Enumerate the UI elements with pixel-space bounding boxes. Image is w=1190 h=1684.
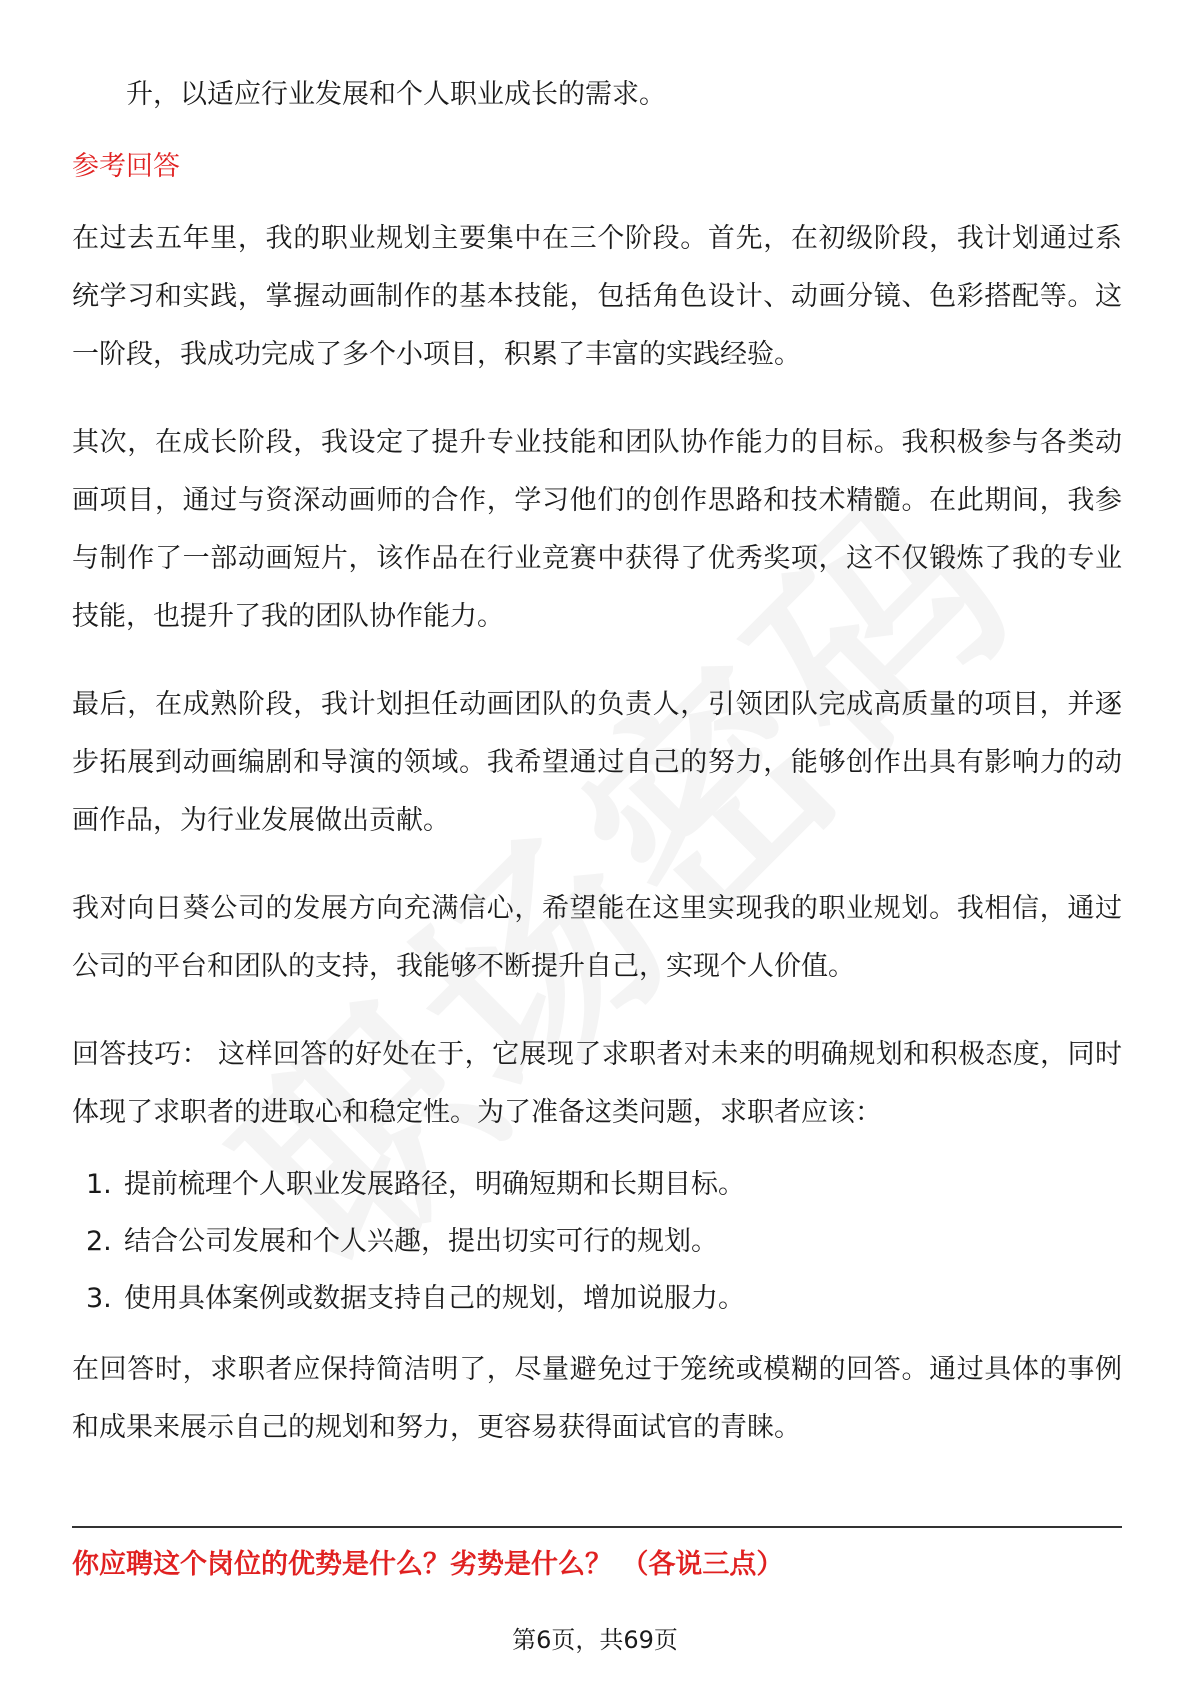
list-number: 1. <box>86 1169 112 1200</box>
list-text: 结合公司发展和个人兴趣，提出切实可行的规划。 <box>124 1226 718 1257</box>
intro-line: 升，以适应行业发展和个人职业成长的需求。 <box>126 79 666 110</box>
page-number-footer: 第6页，共69页 <box>512 1626 678 1654</box>
list-item <box>72 1156 1122 1213</box>
paragraph-closing: 在回答时，求职者应保持简洁明了，尽量避免过于笼统或模糊的回答。通过具体的事例和成果来展示自己的规划和努力，更容易获得面试官的青睐。 <box>72 1354 1122 1443</box>
list-text: 使用具体案例或数据支持自己的规划，增加说服力。 <box>124 1283 745 1314</box>
document-body <box>72 66 1122 1457</box>
list-text: 提前梳理个人职业发展路径，明确短期和长期目标。 <box>124 1169 745 1200</box>
section-heading: 参考回答 <box>72 151 180 182</box>
next-question-heading: 你应聘这个岗位的优势是什么？劣势是什么？ （各说三点） <box>72 1549 784 1580</box>
paragraph-confidence: 我对向日葵公司的发展方向充满信心，希望能在这里实现我的职业规划。我相信，通过公司的平台和团队的支持，我能够不断提升自己，实现个人价值。 <box>72 893 1122 982</box>
section-divider <box>72 1526 1122 1528</box>
list-item <box>72 1270 1122 1327</box>
list-number: 2. <box>86 1226 112 1257</box>
paragraph-stage-one: 在过去五年里，我的职业规划主要集中在三个阶段。首先，在初级阶段，我计划通过系统学习和实践，掌握动画制作的基本技能，包括角色设计、动画分镜、色彩搭配等。这一阶段，我成功完成了多个小项目，积累了丰富的实践经验。 <box>72 223 1122 370</box>
list-item <box>72 1213 1122 1270</box>
list-number: 3. <box>86 1283 112 1314</box>
paragraph-stage-three: 最后，在成熟阶段，我计划担任动画团队的负责人，引领团队完成高质量的项目，并逐步拓展到动画编剧和导演的领域。我希望通过自己的努力，能够创作出具有影响力的动画作品，为行业发展做出贡献。 <box>72 689 1122 836</box>
tips-list <box>72 1156 1122 1327</box>
paragraph-tips-intro: 回答技巧： 这样回答的好处在于，它展现了求职者对未来的明确规划和积极态度，同时体现了求职者的进取心和稳定性。为了准备这类问题，求职者应该： <box>72 1039 1122 1128</box>
paragraph-stage-two: 其次，在成长阶段，我设定了提升专业技能和团队协作能力的目标。我积极参与各类动画项目，通过与资深动画师的合作，学习他们的创作思路和技术精髓。在此期间，我参与制作了一部动画短片，该作品在行业竞赛中获得了优秀奖项，这不仅锻炼了我的专业技能，也提升了我的团队协作能力。 <box>72 427 1122 632</box>
